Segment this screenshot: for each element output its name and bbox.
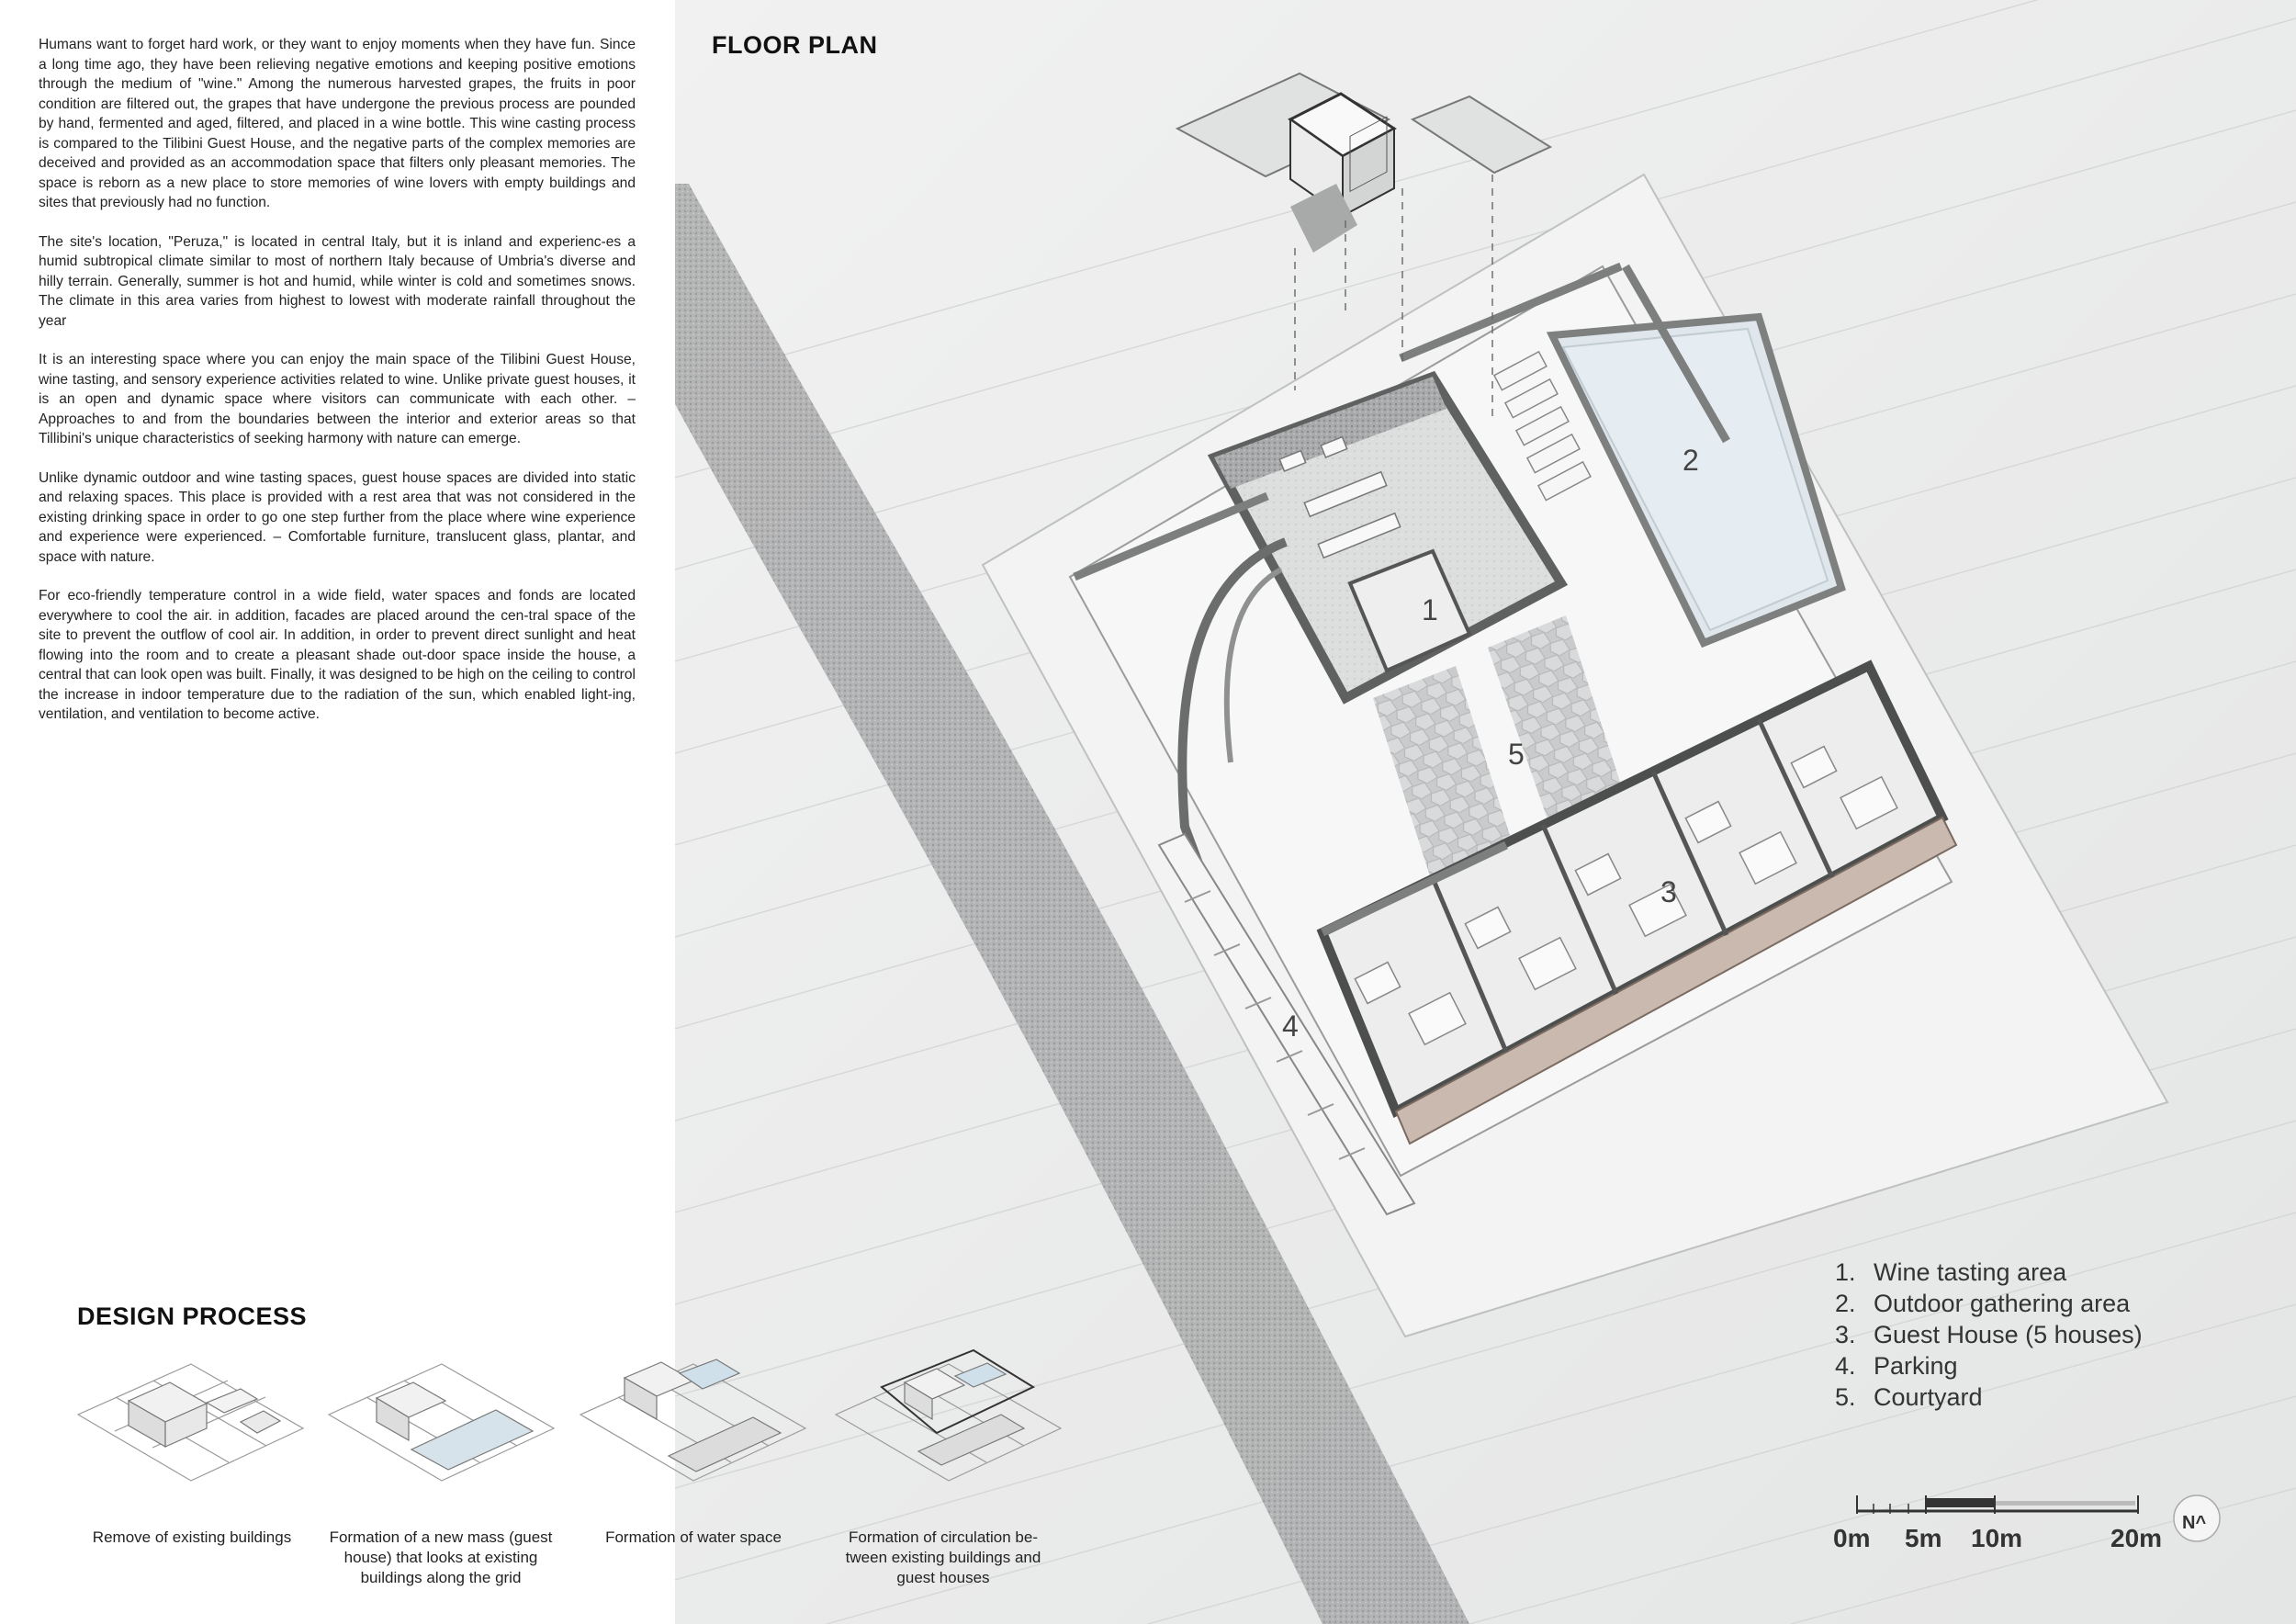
description-paragraph-2: The site's location, "Peruza," is located in central Italy, but it is inland and experienc-es a humid subtropical climate similar to most of northern Italy because of Umbria's diverse and hilly terrain. Generally, summer is hot and humid, while winter is cold and sometimes snows. The climate in this area varies from highest to lowest with moderate rainfall throughout the year — [39, 233, 636, 329]
scale-label-20: 20m — [2110, 1524, 2163, 1552]
zone-label-3: 3 — [1660, 875, 1677, 908]
legend-item — [1835, 1382, 2143, 1413]
zone-label-4: 4 — [1282, 1009, 1299, 1043]
zone-label-5: 5 — [1508, 738, 1525, 771]
legend-item — [1835, 1288, 2143, 1319]
legend-label: Courtyard — [1874, 1383, 1983, 1411]
legend-number: 5. — [1835, 1383, 1856, 1411]
legend-number: 3. — [1835, 1321, 1856, 1348]
scale-label-5: 5m — [1905, 1524, 1942, 1552]
legend-label: Outdoor gathering area — [1874, 1290, 2131, 1317]
description-paragraph-1: Humans want to forget hard work, or they want to enjoy moments when they have fun. Since a long time ago, they have been relieving negative emotions and keeping positive emotions through the medium of "wine." Among the numerous harvested grapes, the fruits in poor condition are filtered out, the grapes that have undergone the previous process are pounded by hand, fermented and aged, filtered, and placed in a wine bottle. This wine casting process is compared to the Tilibini Guest House, and the negative parts of the complex memories are deceived and provided as an accommodation space that filters only pleasant memories. The space is reborn as a new place to store memories of wine lovers with empty buildings and sites that previously had no function. — [39, 37, 636, 210]
floor-plan-title: FLOOR PLAN — [712, 31, 878, 59]
north-arrow-label: N^ — [2182, 1513, 2207, 1533]
legend-label: Guest House (5 houses) — [1874, 1321, 2143, 1348]
description-paragraph-4: Unlike dynamic outdoor and wine tasting spaces, guest house spaces are divided into static and relaxing spaces. This place is provided with a rest area that was not considered in the existing drinking space in order to go one step further from the place where wine experience and experience were experienced. – Comfortable furniture, translucent glass, plantar, and space with nature. — [39, 469, 636, 565]
legend-item — [1835, 1350, 2143, 1382]
zone-label-2: 2 — [1683, 444, 1699, 477]
process-caption-1: Remove of existing buildings — [92, 1528, 292, 1546]
process-caption-4: Formation of circulation be-tween existing buildings and guest houses — [845, 1528, 1041, 1586]
process-diagram-1 — [78, 1364, 303, 1481]
project-description — [39, 35, 636, 744]
legend-item — [1835, 1319, 2143, 1350]
zone-label-1: 1 — [1422, 593, 1438, 626]
scale-label-0: 0m — [1833, 1524, 1871, 1552]
legend-item — [1835, 1257, 2143, 1288]
plan-legend — [1835, 1257, 2143, 1413]
description-paragraph-3: It is an interesting space where you can enjoy the main space of the Tilibini Guest House, wine tasting, and sensory experience activities related to wine. Unlike private guest houses, it is an open and dynamic space where visitors can communicate with each other. – Approaches to and from the boundaries between the interior and exterior areas so that Tillibini's unique characteristics of seeking harmony with nature can emerge. — [39, 352, 636, 446]
process-caption-3: Formation of water space — [605, 1528, 782, 1546]
legend-number: 1. — [1835, 1258, 1856, 1286]
description-paragraph-5: For eco-friendly temperature control in a wide field, water spaces and fonds are located everywhere to cool the air. in addition, facades are placed around the cen-tral space of the site to prevent the outflow of cool air. In addition, in order to prevent direct sunlight and heat flowing into the room and to create a pleasant shade out-door space inside the house, a central that can look open was built. Finally, it was designed to be high on the ceiling to control the increase in indoor temperature due to the radiation of the sun, which enabled light-ing, ventilation, and ventilation to become active. — [39, 588, 636, 722]
legend-number: 2. — [1835, 1290, 1856, 1317]
process-caption-2: Formation of a new mass (guest house) that looks at existing buildings along the grid — [329, 1528, 553, 1586]
legend-label: Parking — [1874, 1352, 1958, 1380]
legend-label: Wine tasting area — [1874, 1258, 2067, 1286]
legend-number: 4. — [1835, 1352, 1856, 1380]
scale-label-10: 10m — [1971, 1524, 2023, 1552]
design-process-title: DESIGN PROCESS — [77, 1303, 308, 1330]
process-diagram-2 — [329, 1364, 554, 1481]
